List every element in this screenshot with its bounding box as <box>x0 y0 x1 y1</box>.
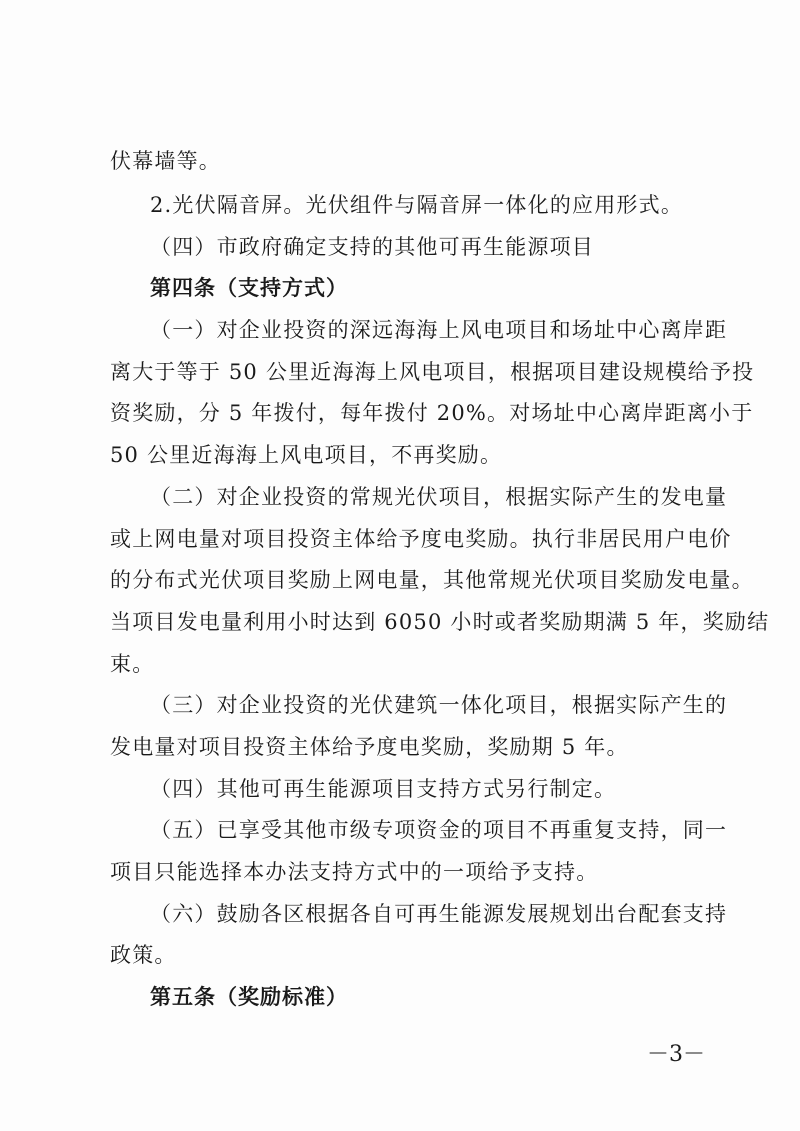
text-line: 束。 <box>110 652 155 676</box>
text-line: 项目只能选择本办法支持方式中的一项给予支持。 <box>110 860 599 884</box>
text-line: 发电量对项目投资主体给予度电奖励，奖励期 5 年。 <box>110 735 629 759</box>
section-heading: 第五条（奖励标准） <box>150 985 348 1009</box>
page-number: －3－ <box>647 1042 705 1067</box>
text-line: 资奖励，分 5 年拨付，每年拨付 20%。对场址中心离岸距离小于 <box>110 401 754 425</box>
text-line: （四）市政府确定支持的其他可再生能源项目 <box>150 235 594 259</box>
text-line: （五）已享受其他市级专项资金的项目不再重复支持，同一 <box>150 818 728 842</box>
text-line: 当项目发电量利用小时达到 6050 小时或者奖励期满 5 年，奖励结 <box>110 610 770 634</box>
text-line: 政策。 <box>110 943 177 967</box>
text-line: 50 公里近海海上风电项目，不再奖励。 <box>110 443 503 467</box>
text-line: （四）其他可再生能源项目支持方式另行制定。 <box>150 777 617 801</box>
text-line: 或上网电量对项目投资主体给予度电奖励。执行非居民用户电价 <box>110 527 732 551</box>
text-line: （六）鼓励各区根据各自可再生能源发展规划出台配套支持 <box>150 902 728 926</box>
text-line: （一）对企业投资的深远海海上风电项目和场址中心离岸距 <box>150 318 728 342</box>
text-line: （二）对企业投资的常规光伏项目，根据实际产生的发电量 <box>150 485 728 509</box>
text-line: 的分布式光伏项目奖励上网电量，其他常规光伏项目奖励发电量。 <box>110 568 754 592</box>
text-line: 离大于等于 50 公里近海海上风电项目，根据项目建设规模给予投 <box>110 360 755 384</box>
text-line: 2.光伏隔音屏。光伏组件与隔音屏一体化的应用形式。 <box>150 193 684 217</box>
text-line: （三）对企业投资的光伏建筑一体化项目，根据实际产生的 <box>150 693 728 717</box>
text-line: 伏幕墙等。 <box>110 149 221 173</box>
section-heading: 第四条（支持方式） <box>150 276 348 300</box>
